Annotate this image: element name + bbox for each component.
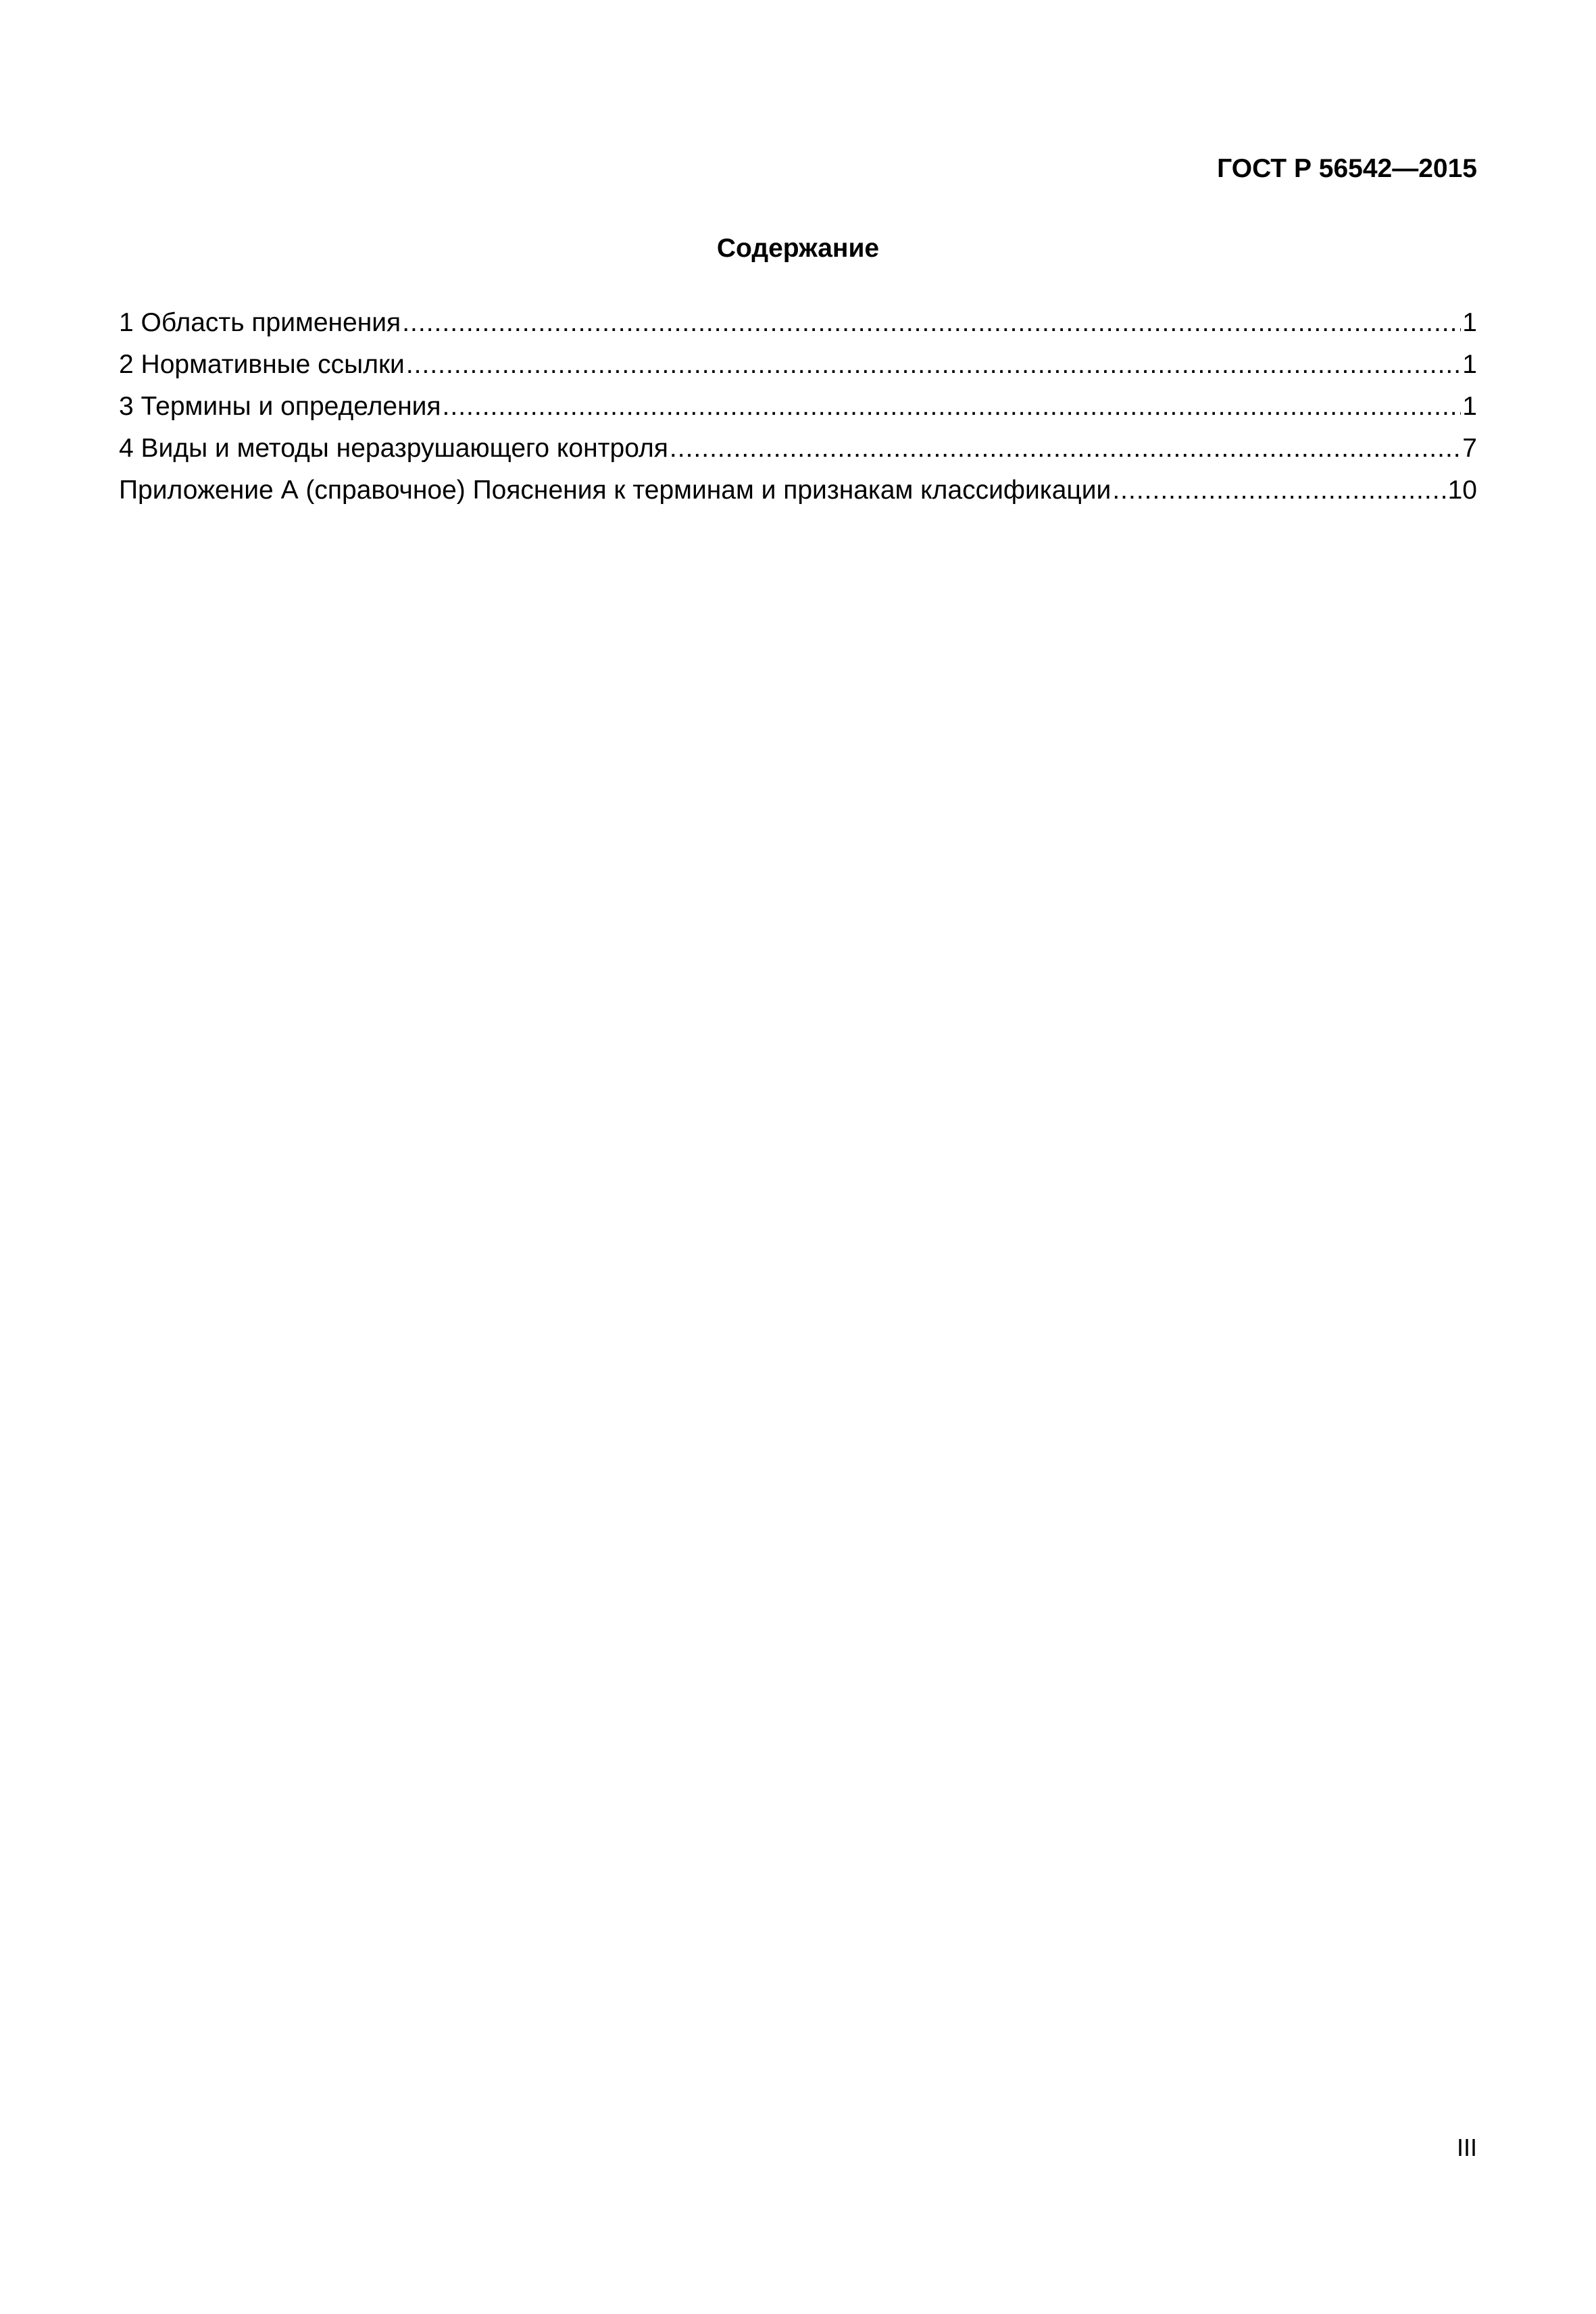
- toc-entry-text: 3 Термины и определения: [119, 392, 441, 421]
- toc-entry-page: 7: [1462, 434, 1477, 463]
- toc-entry-text: 1 Область применения: [119, 308, 401, 337]
- toc-title: Содержание: [716, 234, 880, 263]
- toc-leader-dots: [406, 346, 1461, 384]
- toc-entry-normative-references[interactable]: [119, 346, 1477, 388]
- toc-entry-scope[interactable]: [119, 304, 1477, 346]
- toc-entry-page: 1: [1462, 392, 1477, 421]
- table-of-contents: [119, 304, 1477, 513]
- toc-entry-terms-definitions[interactable]: [119, 388, 1477, 430]
- toc-entry-appendix-a[interactable]: [119, 472, 1477, 513]
- toc-entry-page: 1: [1462, 308, 1477, 337]
- toc-entry-text: 4 Виды и методы неразрушающего контроля: [119, 434, 668, 463]
- toc-leader-dots: [670, 430, 1461, 468]
- toc-entry-page: 1: [1462, 350, 1477, 379]
- toc-leader-dots: [443, 388, 1462, 426]
- toc-leader-dots: [402, 304, 1461, 342]
- document-code: ГОСТ Р 56542—2015: [1217, 154, 1477, 183]
- toc-entry-page: 10: [1447, 476, 1477, 505]
- toc-entry-text: 2 Нормативные ссылки: [119, 350, 405, 379]
- toc-entry-methods[interactable]: [119, 430, 1477, 472]
- toc-entry-text: Приложение А (справочное) Пояснения к терминам и признакам классификации: [119, 476, 1112, 505]
- page-number: III: [1456, 2134, 1477, 2161]
- toc-leader-dots: [1112, 472, 1446, 509]
